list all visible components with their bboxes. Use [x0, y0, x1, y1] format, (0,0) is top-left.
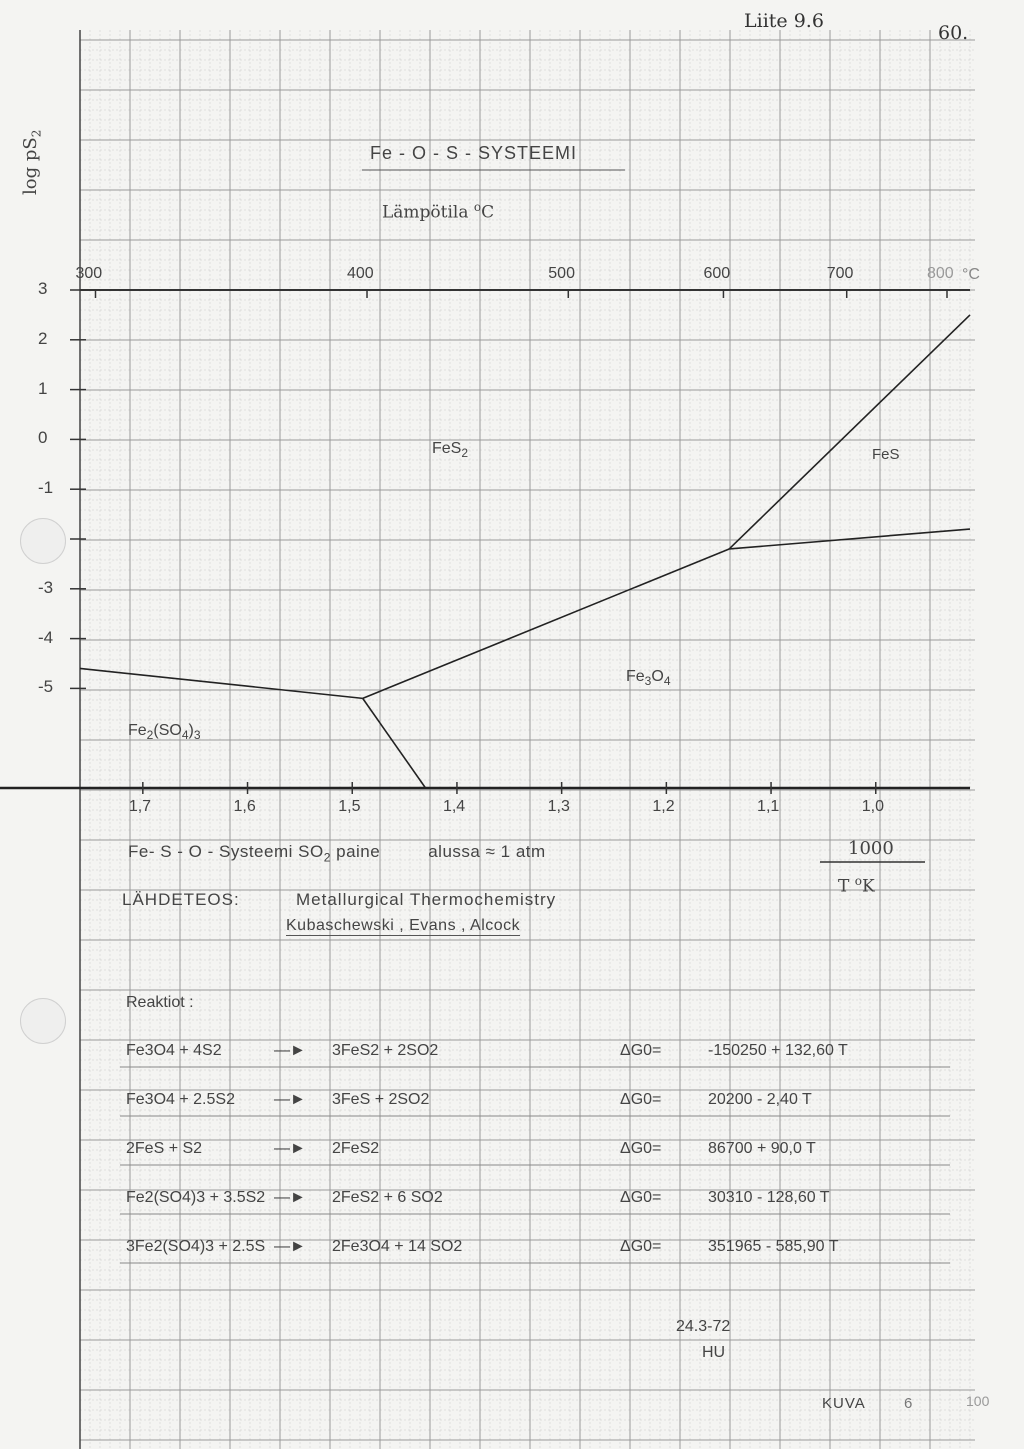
phase-boundary-line-1 [80, 668, 363, 698]
source-authors: Kubaschewski , Evans , Alcock [286, 917, 521, 934]
reaction-arrow: —► [274, 1189, 306, 1206]
x-tick-label: 1,6 [233, 798, 256, 815]
temperature-tick-label: 300 [75, 265, 103, 282]
x-tick-label: 1,7 [128, 798, 152, 815]
temperature-tick-label: 700 [826, 265, 854, 282]
x-tick-label: 1,2 [652, 798, 675, 815]
region-label-fe2so43: $Fe_2(SO_4)_3$ [128, 722, 201, 743]
reaction-dg-label: ΔG0= [620, 1091, 662, 1108]
temperature-tick-label: 400 [347, 265, 374, 282]
figure-label: KUVA [822, 1395, 866, 1412]
x-axis-denominator: T $^o$K [838, 874, 875, 897]
y-tick-label: 3 [38, 279, 48, 298]
reactions-label: Reaktiot : [126, 994, 194, 1011]
reaction-dg-value: 86700 + 90,0 T [708, 1140, 816, 1157]
date-stamp: 24.3-72 [676, 1318, 731, 1335]
chart-title: Fe - O - S - SYSTEEMI [370, 143, 578, 163]
reaction-dg-label: ΔG0= [620, 1238, 662, 1255]
punch-hole-bottom [20, 998, 66, 1044]
reaction-rhs: 2FeS2 + 6 SO2 [332, 1189, 443, 1206]
x-tick-label: 1,4 [442, 798, 466, 815]
phase-boundary-line-3 [363, 698, 426, 788]
temperature-tick-label: 800 [926, 265, 954, 282]
phase-boundaries [80, 315, 970, 788]
phase-boundary-line-2 [363, 549, 729, 698]
top-axis-label: Lämpötila $^o$C [382, 200, 495, 223]
y-axis-label: $\log pS_2$ [20, 129, 44, 195]
phase-boundary-line-5 [729, 529, 970, 549]
reaction-arrow: —► [274, 1238, 306, 1255]
reaction-lhs: Fe3O4 + 4S2 [126, 1042, 222, 1059]
reaction-arrow: —► [274, 1091, 306, 1108]
reaction-rhs: 3FeS2 + 2SO2 [332, 1042, 439, 1059]
reaction-rhs: 2Fe3O4 + 14 SO2 [332, 1238, 463, 1255]
celsius-unit: °C [962, 266, 980, 283]
figure-number: 6 [904, 1395, 913, 1412]
y-tick-label: -1 [38, 478, 54, 498]
y-tick-label: 2 [38, 328, 48, 348]
reaction-rhs: 2FeS2 [332, 1140, 380, 1157]
reaction-arrow: —► [274, 1042, 306, 1059]
major-grid [80, 30, 975, 1449]
region-label-fes: FeS [872, 446, 900, 463]
reaction-dg-label: ΔG0= [620, 1042, 662, 1059]
region-label-fes2: FeS$_2$ [432, 440, 469, 461]
source-label: LÄHDETEOS: [122, 890, 240, 909]
temperature-tick-label: 600 [703, 265, 731, 282]
source-title: Metallurgical Thermochemistry [296, 890, 557, 909]
y-tick-label: -4 [38, 627, 54, 647]
x-tick-label: 1,5 [338, 798, 361, 815]
y-tick-label: 1 [38, 378, 48, 398]
reaction-dg-value: -150250 + 132,60 T [708, 1042, 848, 1059]
temperature-tick-label: 500 [548, 265, 575, 282]
reaction-dg-label: ΔG0= [620, 1189, 662, 1206]
reaction-dg-value: 30310 - 128,60 T [708, 1189, 830, 1206]
reaction-lhs: 3Fe2(SO4)3 + 2.5S [126, 1238, 266, 1255]
y-tick-label: -3 [38, 577, 54, 597]
reaction-lhs: Fe2(SO4)3 + 3.5S2 [126, 1189, 266, 1206]
appendix-label: Liite 9.6 [744, 10, 824, 32]
y-tick-label: 0 [38, 428, 48, 448]
punch-hole-top [20, 518, 66, 564]
x-tick-label: 1,0 [861, 798, 884, 815]
corner-mark: 100 [966, 1393, 990, 1409]
reaction-dg-value: 351965 - 585,90 T [708, 1238, 839, 1255]
reaction-lhs: 2FeS + S2 [126, 1140, 203, 1157]
reaction-arrow: —► [274, 1140, 306, 1157]
so2-pressure-note: Fe- S - O - Systeemi $SO_2$ paine alussa ≈ 1 atm [128, 842, 546, 865]
x-axis-numerator: 1000 [848, 838, 894, 859]
author-initials: HU [702, 1344, 726, 1361]
reaction-dg-label: ΔG0= [620, 1140, 662, 1157]
y-tick-label: -5 [38, 677, 54, 697]
region-label-fe3o4: $Fe_3O_4$ [626, 668, 671, 689]
x-tick-label: 1,3 [547, 798, 570, 815]
page-number: 60. [938, 22, 969, 44]
reaction-lhs: Fe3O4 + 2.5S2 [126, 1091, 235, 1108]
reaction-rhs: 3FeS + 2SO2 [332, 1091, 430, 1108]
x-tick-label: 1,1 [757, 798, 780, 815]
reaction-dg-value: 20200 - 2,40 T [708, 1091, 812, 1108]
